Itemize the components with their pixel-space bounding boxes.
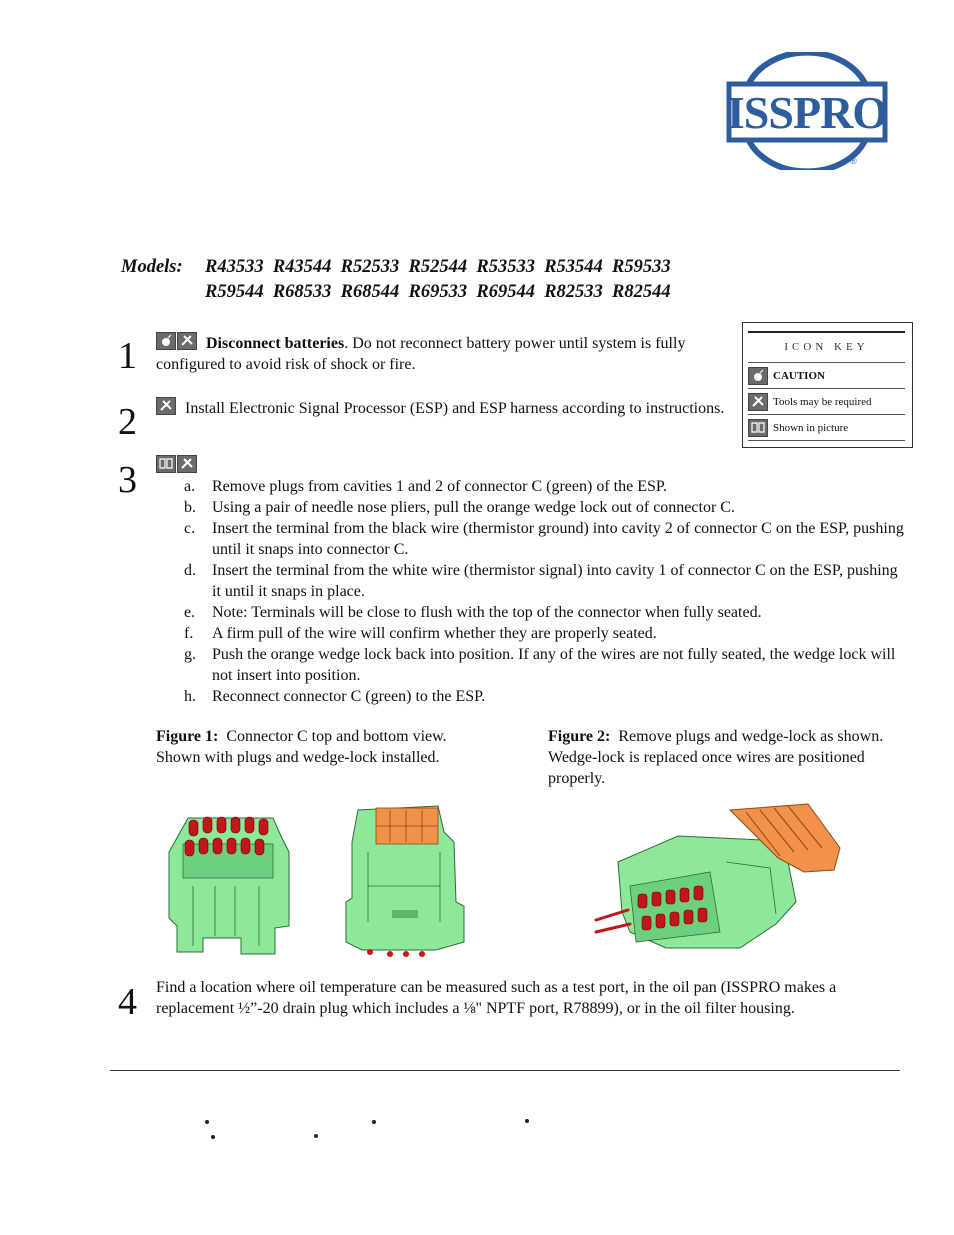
- icon-key-row-caution: [748, 362, 905, 388]
- caution-icon: [156, 332, 176, 350]
- book-icon: [748, 419, 768, 437]
- icon-key-row-tools: [748, 388, 905, 414]
- figure-2-caption: Figure 2: Remove plugs and wedge-lock as shown. Wedge-lock is replaced once wires are positioned properly.: [548, 728, 891, 787]
- icon-key-label-book: Shown in picture: [773, 421, 849, 434]
- figure-2-connector-disassembled: [590, 802, 848, 965]
- icon-key-title: ICON KEY: [748, 331, 905, 362]
- list-item: a. Remove plugs from cavities 1 and 2 of connector C (green) of the ESP.: [184, 478, 667, 495]
- list-item: h. Reconnect connector C (green) to the ESP.: [184, 688, 486, 705]
- step-1-bold: Disconnect batteries: [206, 335, 345, 352]
- step-1-rest: . Do not reconnect battery power until system is fully configured to avoid risk of shock or fire.: [156, 335, 686, 373]
- tools-icon: [748, 393, 768, 411]
- figure-1-label: Figure 1:: [156, 728, 219, 745]
- icon-key-row-book: [748, 414, 905, 441]
- list-item: d. Insert the terminal from the white wire (thermistor signal) into cavity 1 of connector C on the ESP, pushing it until it snaps in place.: [184, 562, 898, 600]
- models-block: [121, 255, 761, 305]
- step-3-number: 3: [118, 459, 137, 501]
- step-3-icons: [156, 455, 198, 476]
- step-3-list: [156, 476, 908, 707]
- mark-dot: [205, 1120, 209, 1124]
- step-2-text: [156, 397, 731, 419]
- mark-dot: [211, 1135, 215, 1139]
- mark-dot: [372, 1120, 376, 1124]
- figure-1-caption: Figure 1: Connector C top and bottom view. Shown with plugs and wedge-lock installed.: [156, 728, 455, 766]
- tools-icon: [156, 397, 176, 415]
- registered-mark: ®: [850, 156, 857, 166]
- figure-1-connector-bottom: [340, 802, 470, 963]
- models-label: Models:: [121, 257, 183, 277]
- step-2-number: 2: [118, 401, 137, 443]
- step-1-number: 1: [118, 335, 137, 377]
- tools-icon: [177, 455, 197, 473]
- figure-1-connector-top: [163, 806, 298, 961]
- list-item: g. Push the orange wedge lock back into position. If any of the wires are not fully seated, the wedge lock will not insert into position.: [184, 646, 896, 684]
- section-divider: [110, 1070, 900, 1071]
- icon-key: [742, 322, 913, 448]
- mark-dot: [314, 1134, 318, 1138]
- logo-text: ISSPRO: [726, 87, 888, 138]
- step-2-body: Install Electronic Signal Processor (ESP) and ESP harness according to instructions.: [185, 400, 725, 417]
- figure-2-label: Figure 2:: [548, 728, 611, 745]
- models-line-1: R43533 R43544 R52533 R52544 R53533 R53544 R59533: [205, 257, 671, 277]
- step-1-text: [156, 332, 731, 375]
- list-item: e. Note: Terminals will be close to flush with the top of the connector when fully seated.: [184, 604, 762, 621]
- isspro-logo: [726, 52, 888, 170]
- tools-icon: [177, 332, 197, 350]
- icon-key-label-tools: Tools may be required: [773, 395, 872, 408]
- mark-dot: [525, 1119, 529, 1123]
- step-4-text: Find a location where oil temperature can be measured such as a test port, in the oil pan (ISSPRO makes a replacement ½”-20 drain plug which includes a ⅛" NPTF port, R78899), or in the oil filter housing.: [156, 979, 837, 1017]
- book-icon: [156, 455, 176, 473]
- caution-icon: [748, 367, 768, 385]
- step-4-number: 4: [118, 981, 137, 1023]
- list-item: f. A firm pull of the wire will confirm whether they are properly seated.: [184, 625, 657, 642]
- list-item: b. Using a pair of needle nose pliers, pull the orange wedge lock out of connector C.: [184, 499, 735, 516]
- list-item: c. Insert the terminal from the black wire (thermistor ground) into cavity 2 of connector C on the ESP, pushing until it snaps into connector C.: [184, 520, 904, 558]
- models-line-2: R59544 R68533 R68544 R69533 R69544 R82533 R82544: [205, 282, 671, 302]
- icon-key-label-caution: CAUTION: [773, 369, 825, 382]
